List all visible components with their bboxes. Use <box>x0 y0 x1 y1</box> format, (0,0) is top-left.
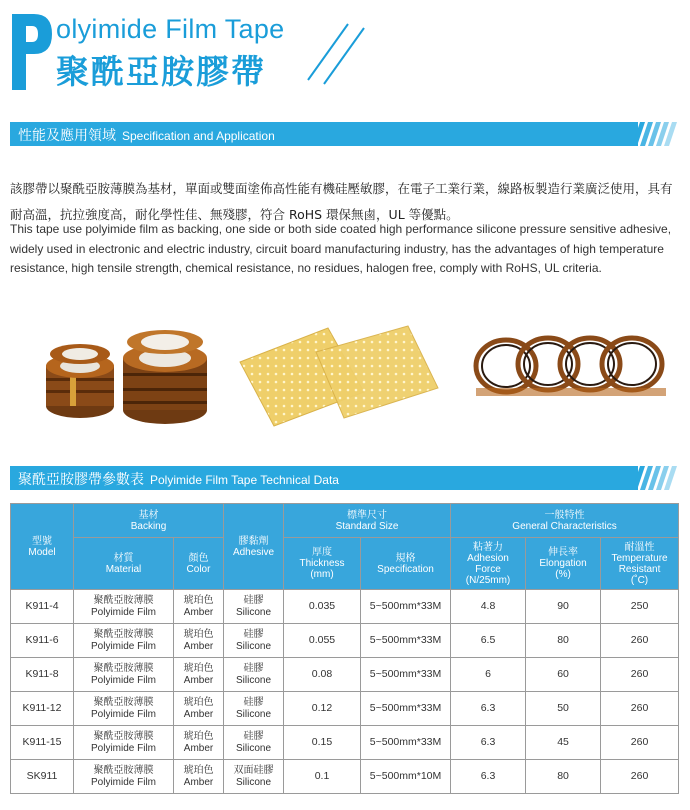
section-bar-specification <box>10 122 678 146</box>
cell-adhesion: 6.5 <box>451 624 526 658</box>
cell-elongation: 50 <box>526 692 601 726</box>
cell-color: 琥珀色 Amber <box>174 726 224 760</box>
cell-color: 琥珀色 Amber <box>174 590 224 624</box>
cell-specification: 5~500mm*33M <box>361 590 451 624</box>
cell-material: 聚酰亞胺薄膜 Polyimide Film <box>74 624 174 658</box>
header-adhesive: 膠黏劑 Adhesive <box>224 504 284 590</box>
header-color: 顏色 Color <box>174 538 224 590</box>
cell-temperature: 260 <box>601 658 679 692</box>
cell-color: 琥珀色 Amber <box>174 692 224 726</box>
title-chinese: 聚酰亞胺膠帶 <box>56 52 266 91</box>
cell-adhesion: 4.8 <box>451 590 526 624</box>
punched-tape-sheets-image <box>232 322 442 430</box>
cell-model: K911-15 <box>11 726 74 760</box>
section-title-en: Specification and Application <box>122 129 275 143</box>
header-specification: 規格 Specification <box>361 538 451 590</box>
cell-adhesion: 6.3 <box>451 692 526 726</box>
table-row <box>11 624 679 658</box>
cell-material: 聚酰亞胺薄膜 Polyimide Film <box>74 760 174 794</box>
table-row <box>11 726 679 760</box>
header-standard-size: 標準尺寸 Standard Size <box>284 504 451 538</box>
header-elongation: 伸長率 Elongation (%) <box>526 538 601 590</box>
cell-adhesion: 6.3 <box>451 726 526 760</box>
cell-model: SK911 <box>11 760 74 794</box>
cell-temperature: 260 <box>601 624 679 658</box>
cell-model: K911-4 <box>11 590 74 624</box>
cell-elongation: 60 <box>526 658 601 692</box>
cell-material: 聚酰亞胺薄膜 Polyimide Film <box>74 590 174 624</box>
cell-specification: 5~500mm*33M <box>361 726 451 760</box>
cell-elongation: 80 <box>526 624 601 658</box>
title-english: olyimide Film Tape <box>56 14 285 44</box>
cell-model: K911-8 <box>11 658 74 692</box>
cell-elongation: 45 <box>526 726 601 760</box>
header-model: 型號 Model <box>11 504 74 590</box>
cell-thickness: 0.08 <box>284 658 361 692</box>
title-initial-p <box>10 12 54 92</box>
cell-color: 琥珀色 Amber <box>174 760 224 794</box>
header-adhesion-force: 粘著力 Adhesion Force (N/25mm) <box>451 538 526 590</box>
cell-model: K911-6 <box>11 624 74 658</box>
description-chinese: 該膠帶以聚酰亞胺薄膜為基材，單面或雙面塗佈高性能有機硅壓敏膠，在電子工業行業，線路板製造行業廣泛使用，具有耐高溫，抗拉強度高，耐化學性佳、無殘膠，符合 RoHS 環保無鹵，UL 等優點。 <box>10 181 673 222</box>
header-temperature: 耐溫性 Temperature Resistant (˚C) <box>601 538 679 590</box>
stripe-decoration <box>618 466 678 490</box>
technical-data-table <box>10 503 678 794</box>
cell-specification: 5~500mm*33M <box>361 658 451 692</box>
cell-adhesive: 双面硅膠 Silicone <box>224 760 284 794</box>
cell-temperature: 260 <box>601 760 679 794</box>
table-row <box>11 590 679 624</box>
cell-specification: 5~500mm*33M <box>361 692 451 726</box>
cell-adhesive: 硅膠 Silicone <box>224 658 284 692</box>
cell-adhesive: 硅膠 Silicone <box>224 590 284 624</box>
section-title-en: Polyimide Film Tape Technical Data <box>150 473 339 487</box>
cell-adhesion: 6.3 <box>451 760 526 794</box>
cell-adhesive: 硅膠 Silicone <box>224 726 284 760</box>
cell-elongation: 80 <box>526 760 601 794</box>
cell-specification: 5~500mm*10M <box>361 760 451 794</box>
cell-thickness: 0.035 <box>284 590 361 624</box>
section-title-zh: 性能及應用領域 <box>18 128 116 144</box>
cell-color: 琥珀色 Amber <box>174 658 224 692</box>
cell-thickness: 0.055 <box>284 624 361 658</box>
section-title-zh: 聚酰亞胺膠帶參數表 <box>18 472 144 488</box>
table-row <box>11 760 679 794</box>
cell-adhesive: 硅膠 Silicone <box>224 624 284 658</box>
tape-rolls-stack-image <box>30 318 215 428</box>
header-thickness: 厚度 Thickness (mm) <box>284 538 361 590</box>
cell-temperature: 250 <box>601 590 679 624</box>
cell-material: 聚酰亞胺薄膜 Polyimide Film <box>74 692 174 726</box>
stripe-decoration <box>618 122 678 146</box>
cell-material: 聚酰亞胺薄膜 Polyimide Film <box>74 726 174 760</box>
cell-model: K911-12 <box>11 692 74 726</box>
cell-elongation: 90 <box>526 590 601 624</box>
cell-thickness: 0.1 <box>284 760 361 794</box>
header-general-characteristics: 一般特性 General Characteristics <box>451 504 679 538</box>
cell-adhesion: 6 <box>451 658 526 692</box>
cell-temperature: 260 <box>601 692 679 726</box>
cell-material: 聚酰亞胺薄膜 Polyimide Film <box>74 658 174 692</box>
cell-adhesive: 硅膠 Silicone <box>224 692 284 726</box>
cell-thickness: 0.12 <box>284 692 361 726</box>
header-backing: 基材 Backing <box>74 504 224 538</box>
tape-rings-row-image <box>470 324 670 404</box>
cell-temperature: 260 <box>601 726 679 760</box>
cell-specification: 5~500mm*33M <box>361 624 451 658</box>
header-material: 材質 Material <box>74 538 174 590</box>
description-english: This tape use polyimide film as backing, one side or both side coated high performance silicone pressure sensitive adhesive, widely used in electronic and electric industry, circuit board manufacturing industry, has the advantages of high temperature resistance, high tensile strength, chemical resistance, no residues, halogen free, comply with RoHS, UL criteria. <box>10 222 672 275</box>
cell-color: 琥珀色 Amber <box>174 624 224 658</box>
cell-thickness: 0.15 <box>284 726 361 760</box>
table-row <box>11 692 679 726</box>
table-row <box>11 658 679 692</box>
decorative-slashes <box>300 18 370 88</box>
section-bar-technical-data <box>10 466 678 490</box>
